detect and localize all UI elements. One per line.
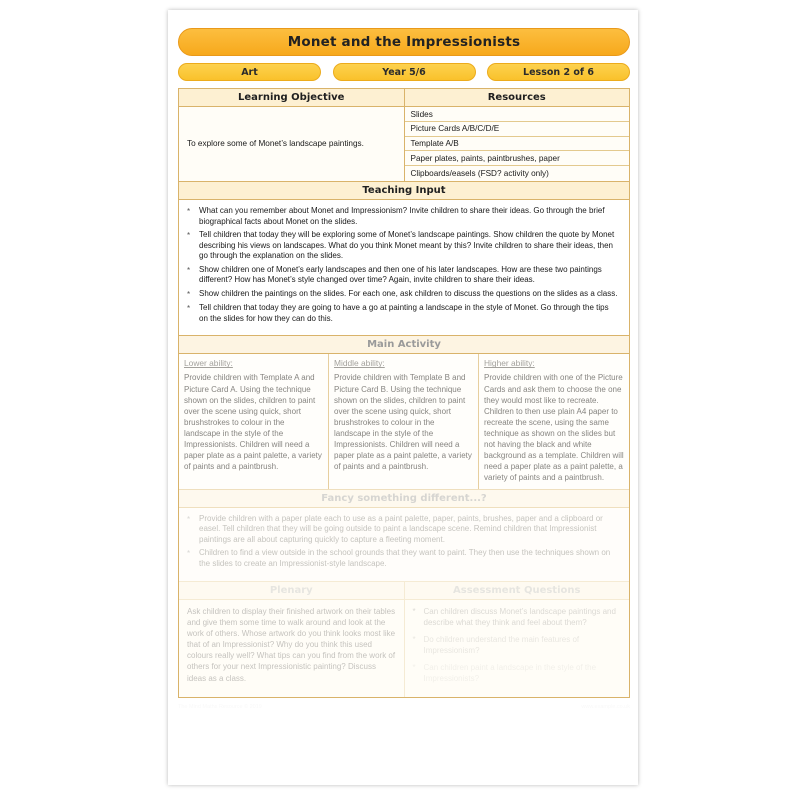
plenary-assessment-heading-row <box>179 581 629 600</box>
worksheet-content <box>178 28 630 710</box>
assessment-question-item <box>413 606 622 628</box>
assessment-question-text: Do children understand the main features of Impressionism? <box>423 634 580 656</box>
bullet-item <box>187 206 619 227</box>
teaching-input-heading: Teaching Input <box>179 181 629 200</box>
plenary-heading: Plenary <box>179 581 404 600</box>
resource-item: Paper plates, paints, paintbrushes, paper <box>405 151 630 166</box>
assessment-questions-list <box>405 600 630 697</box>
footer-right-text: www.example.co.uk <box>581 703 630 710</box>
bullet-text: Show children the paintings on the slides. For each one, ask children to discuss the questions on the slides as a class. <box>199 288 618 298</box>
main-activity-higher-ability <box>479 354 629 488</box>
bullet-item <box>187 265 619 286</box>
fancy-something-different-heading: Fancy something different...? <box>179 489 629 508</box>
bullet-item <box>187 514 619 546</box>
assessment-question-text: Can children discuss Monet’s landscape paintings and describe what they think and feel about them? <box>423 606 616 627</box>
assessment-questions-cell <box>405 600 630 697</box>
bullet-marker-icon: * <box>412 663 416 673</box>
ability-label: Lower ability: <box>184 358 233 369</box>
meta-pill-row <box>178 63 630 81</box>
resources-cell <box>405 89 630 181</box>
bullet-item <box>187 289 619 301</box>
bullet-text: Children to find a view outside in the school grounds that they want to paint. They then use the techniques shown on the slides to create an Impressionist-style landscape. <box>199 548 611 568</box>
bullet-text: Tell children that today they will be exploring some of Monet’s landscape paintings. Show children the quote by Monet describing his views on landscapes. What do you think Monet meant by this? Invite children to share their ideas, then go through the explanation on the slides. <box>199 230 615 261</box>
assessment-heading-cell <box>405 581 630 600</box>
ability-label: Higher ability: <box>484 358 535 369</box>
assessment-question-item <box>413 634 622 656</box>
pill-year-group: Year 5/6 <box>333 63 476 81</box>
bullet-marker-icon: * <box>187 549 191 559</box>
bullet-marker-icon: * <box>187 265 191 275</box>
ability-text: Provide children with Template B and Picture Card B. Using the technique shown on the slides, children to paint over the scene using quick, short brushstrokes to colour in the landscape in the style of the Impressionists. Children will need a paper plate as a paint palette, a variety of paints and a paintbrush. <box>334 373 472 471</box>
bullet-text: Provide children with a paper plate each to use as a paint palette, paper, paints, brushes, paper and a clipboard or easel. Tell children that they will be going outside to paint a landscape scene. Remind children that Impressionist paintings are all about capturing quickly to capture a fleeting moment. <box>199 513 603 544</box>
resource-item: Picture Cards A/B/C/D/E <box>405 122 630 137</box>
lesson-plan-table <box>178 88 630 698</box>
bullet-marker-icon: * <box>412 606 416 616</box>
assessment-questions-heading: Assessment Questions <box>405 581 630 600</box>
bullet-marker-icon: * <box>187 231 191 241</box>
document-title: Monet and the Impressionists <box>178 28 630 56</box>
resource-item: Template A/B <box>405 137 630 152</box>
resource-item: Slides <box>405 107 630 122</box>
bullet-item <box>187 303 619 324</box>
plenary-cell <box>179 600 405 697</box>
bullet-marker-icon: * <box>187 514 191 524</box>
bullet-item <box>187 230 619 262</box>
assessment-question-text: Can children paint a landscape in the style of the Impressionists? <box>423 663 597 684</box>
bullet-marker-icon: * <box>187 207 191 216</box>
teaching-input-body <box>179 200 629 335</box>
ability-text: Provide children with one of the Picture Cards and ask them to choose the one they would most like to recreate. Children to then use plain A4 paper to recreate the scene, using the same technique as shown on the slides but not having the black and white background as a template. Children will need a paper plate as a paint palette, a variety of paints and a paintbrush. <box>484 373 624 482</box>
assessment-question-item <box>413 662 622 684</box>
plenary-assessment-row <box>179 600 629 697</box>
pill-subject: Art <box>178 63 321 81</box>
learning-objective-cell <box>179 89 405 181</box>
fancy-something-different-body <box>179 508 629 581</box>
resources-list <box>405 107 630 181</box>
learning-objective-text: To explore some of Monet’s landscape paintings. <box>187 139 364 149</box>
bullet-marker-icon: * <box>187 304 191 314</box>
bullet-text: What can you remember about Monet and Impressionism? Invite children to share their ideas. Go through the brief biographical facts about Monet on the slides. <box>199 206 605 226</box>
plenary-heading-cell <box>179 581 405 600</box>
objective-resources-row <box>179 89 629 181</box>
bullet-marker-icon: * <box>187 289 191 299</box>
main-activity-heading: Main Activity <box>179 335 629 354</box>
resources-heading: Resources <box>405 89 630 107</box>
main-activity-lower-ability <box>179 354 329 488</box>
footer-left-text: The Mind Maths Resource © 2019 <box>178 703 262 710</box>
ability-label: Middle ability: <box>334 358 385 369</box>
bullet-item <box>187 548 619 569</box>
page-footer <box>178 704 630 710</box>
plenary-text: Ask children to display their finished artwork on their tables and give them some time to walk around and look at the work of others. Whose artwork do you think looks most like that of an Impressionist? Why do you think this used colours really well? What tips can you find from the work of others for your next Impressionistic painting? Discuss ideas as a class. <box>187 606 396 683</box>
learning-objective-heading: Learning Objective <box>179 89 404 107</box>
bullet-text: Tell children that today they are going to have a go at painting a landscape in the style of Monet. Go through the tips on the slides for how they can do this. <box>199 303 609 323</box>
worksheet-sheet <box>168 10 638 785</box>
pill-lesson-number: Lesson 2 of 6 <box>487 63 630 81</box>
resource-item: Clipboards/easels (FSD? activity only) <box>410 168 549 178</box>
main-activity-columns <box>179 354 629 488</box>
bullet-marker-icon: * <box>412 634 416 644</box>
main-activity-middle-ability <box>329 354 479 488</box>
ability-text: Provide children with Template A and Picture Card A. Using the technique shown on the slides, children to paint over the scene using quick, short brushstrokes to colour in the landscape in the style of the Impressionists. Children will need a paper plate as a paint palette, a variety of paints and a paintbrush. <box>184 373 322 471</box>
bullet-text: Show children one of Monet’s early landscapes and then one of his later landscapes. How are these two paintings different? How has Monet’s style changed over time? Again, invite children to share their ideas. <box>199 264 602 285</box>
